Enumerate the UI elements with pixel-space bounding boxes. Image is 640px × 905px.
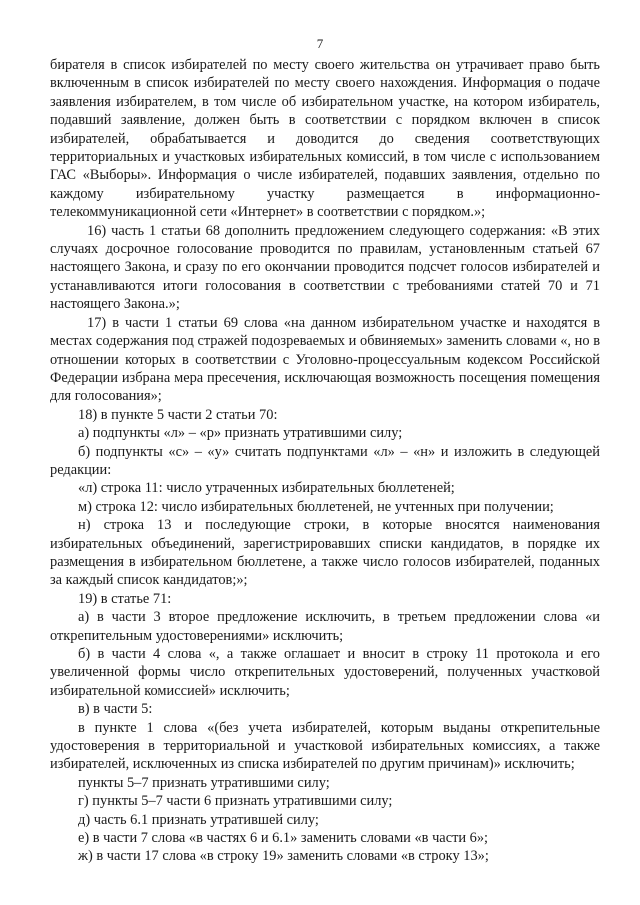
paragraph: 19) в статье 71: (78, 590, 172, 607)
paragraph: н) строка 13 и последующие строки, в которые вносятся наименования избирательных объединений, зарегистрировавших списки кандидатов, в порядке их размещения в избирательном бюллетене, а также число голосов избирателей, поданных за каждый список кандидатов;»; (50, 517, 600, 589)
paragraph: бирателя в список избирателей по месту своего жительства он утрачивает право быть включенным в список избирателей по месту своего нахождения. Информация о подаче заявления избирателем, в том числе об избирательном участке, на котором избиратель, подавший заявление, должен быть в соответствии с порядком включен в список избирателей, обрабатывается и доводится до сведения соответствующих территориальных и участковых избирательных комиссий, в том числе с использованием ГАС «Выборы». Информация о числе избирателей, подавших заявления, отдельно по каждому избирательному участку размещается в информационно-телекоммуникационной сети «Интернет» в соответствии с порядком.»; (50, 57, 600, 221)
document-body (50, 56, 600, 866)
paragraph: в пункте 1 слова «(без учета избирателей, которым выданы открепительные удостоверения в территориальной и участковой избирательных комиссиях, а также избирателей, исключенных из списка избирателей по другим причинам)» исключить; (50, 719, 600, 773)
paragraph: б) в части 4 слова «, а также оглашает и вносит в строку 11 протокола и его увеличенной формы число открепительных удостоверений, полученных участковой избирательной комиссией» исключить; (50, 646, 600, 699)
paragraph: а) в части 3 второе предложение исключить, в третьем предложении слова «и открепительным удостоверениями» исключить; (50, 609, 600, 644)
paragraph: а) подпункты «л» – «р» признать утратившими силу; (78, 425, 403, 442)
paragraph: е) в части 7 слова «в частях 6 и 6.1» заменить словами «в части 6»; (78, 830, 489, 847)
paragraph: пункты 5–7 признать утратившими силу; (78, 774, 330, 791)
page-number: 7 (316, 36, 324, 51)
paragraph: 17) в части 1 статьи 69 слова «на данном избирательном участке и находятся в местах содержания под стражей подозреваемых и обвиняемых» заменить словами «, но в отношении которых в соответствии с Уголовно-процессуальным кодексом Российской Федерации избрана мера пресечения, исключающая возможность посещения помещения для голосования»; (50, 314, 600, 405)
paragraph: ж) в части 17 слова «в строку 19» заменить словами «в строку 13»; (78, 848, 489, 865)
paragraph: в) в части 5: (78, 701, 153, 718)
paragraph: м) строка 12: число избирательных бюллетеней, не учтенных при получении; (78, 498, 554, 515)
paragraph: 16) часть 1 статьи 68 дополнить предложением следующего содержания: «В этих случаях досрочное голосование проводится по правилам, установленным статьей 67 настоящего Закона, и сразу по его окончании проводится подсчет голосов избирателей и устанавливаются итоги голосования в соответствии с требованиями статей 70 и 71 настоящего Закона.»; (50, 222, 600, 313)
paragraph: д) часть 6.1 признать утратившей силу; (78, 811, 319, 828)
paragraph: «л) строка 11: число утраченных избирательных бюллетеней; (78, 480, 455, 497)
paragraph: г) пункты 5–7 части 6 признать утратившими силу; (78, 793, 393, 810)
paragraph: б) подпункты «с» – «у» считать подпунктами «л» – «н» и изложить в следующей редакции: (50, 443, 600, 478)
paragraph: 18) в пункте 5 части 2 статьи 70: (78, 406, 278, 423)
